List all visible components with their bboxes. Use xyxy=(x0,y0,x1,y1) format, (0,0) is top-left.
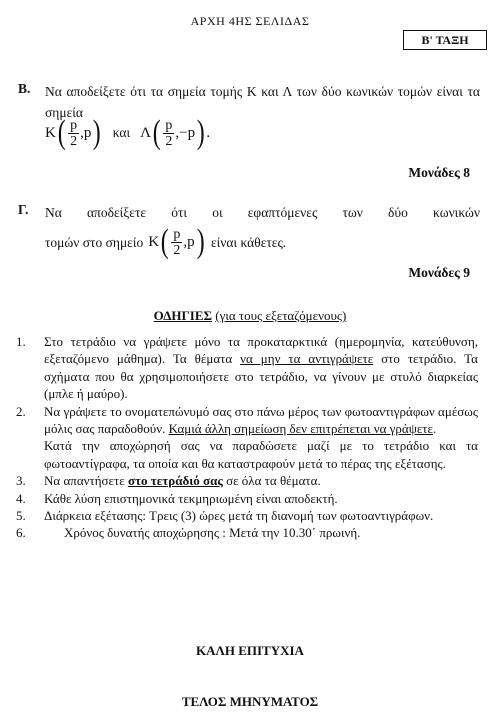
page-marker: ΑΡΧΗ 4ΗΣ ΣΕΛΙΔΑΣ xyxy=(190,14,310,28)
list-item: 6. Χρόνος δυνατής αποχώρησης : Μετά την 10.30΄ πρωινή. xyxy=(16,525,361,541)
question-g-line2: τομών στο σημείο Κ ( $\frac{p}{2}$ , p ) είναι κάθετες. xyxy=(45,223,287,260)
point-k-coords: Κ ( $\frac{p}{2}$ , p ) xyxy=(148,223,205,260)
point-k-label: Κ xyxy=(45,124,56,141)
question-g-letter: Γ. xyxy=(18,202,29,217)
list-item: 5. Διάρκεια εξέτασης: Τρεις (3) ώρες μετά τη διανομή των φωτοαντιγράφων. xyxy=(16,508,434,524)
point-k-coords: Κ ( $\frac{p}{2}$ , p ) xyxy=(45,114,102,151)
fraction: $\frac{p}{2}$ xyxy=(173,226,181,258)
list-item: 1. Στο τετράδιο να γράψετε μόνο τα προκαταρκτικά (ημερομηνία, κατεύθυνση, εξεταζόμενο μάθημα). Τα θέματα να μην τα αντιγράψετε στο τετράδιο. Τα σχήματα που θα χρησιμοποιήσετε στο τετράδιο, να γίνουν με στυλό διαρκείας (μπλε ή μαύρο). xyxy=(16,334,478,402)
fraction: $\frac{p}{2}$ xyxy=(70,117,78,149)
question-g-text-line1: Να αποδείξετε ότι οι εφαπτόμενες των δύο κωνικών xyxy=(45,205,480,220)
instructions-list xyxy=(16,333,478,542)
and-word: και xyxy=(112,124,131,140)
list-item: 3. Να απαντήσετε στο τετράδιό σας σε όλα τα θέματα. xyxy=(16,473,321,489)
question-b-points: Μονάδες 8 xyxy=(408,165,470,180)
question-b-points-formula xyxy=(45,116,210,150)
question-b-text: Να αποδείξετε ότι τα σημεία τομής Κ και Λ των δύο κωνικών τομών είναι τα σημεία xyxy=(45,84,480,120)
class-label-box: Β' ΤΑΞΗ xyxy=(403,30,487,50)
point-l-coords: Λ ( $\frac{p}{2}$ , −p ) . xyxy=(140,114,211,151)
instructions-title: ΟΔΗΓΙΕΣ (για τους εξεταζόμενους) xyxy=(153,308,347,323)
good-luck-text: ΚΑΛΗ ΕΠΙΤΥΧΙΑ xyxy=(196,643,304,658)
list-item: 2. Να γράψετε το ονοματεπώνυμό σας στο πάνω μέρος των φωτοαντιγράφων αμέσως μόλις σας παραδοθούν. Καμιά άλλη σημείωση δεν επιτρέπεται να γράψετε. Κατά την αποχώρησή σας να παραδώσετε μαζί με το τετράδιο και τα φωτοαντίγραφα, τα οποία και θα καταστραφούν μετά το πέρας της εξέτασης. xyxy=(16,403,478,471)
question-b-letter: Β. xyxy=(18,81,31,96)
question-g-points: Μονάδες 9 xyxy=(408,265,470,280)
end-message-text: ΤΕΛΟΣ ΜΗΝΥΜΑΤΟΣ xyxy=(181,694,319,709)
list-item: 4. Κάθε λύση επιστημονικά τεκμηριωμένη είναι αποδεκτή. xyxy=(16,490,338,506)
fraction: $\frac{p}{2}$ xyxy=(165,117,173,149)
point-l-label: Λ xyxy=(140,124,152,141)
